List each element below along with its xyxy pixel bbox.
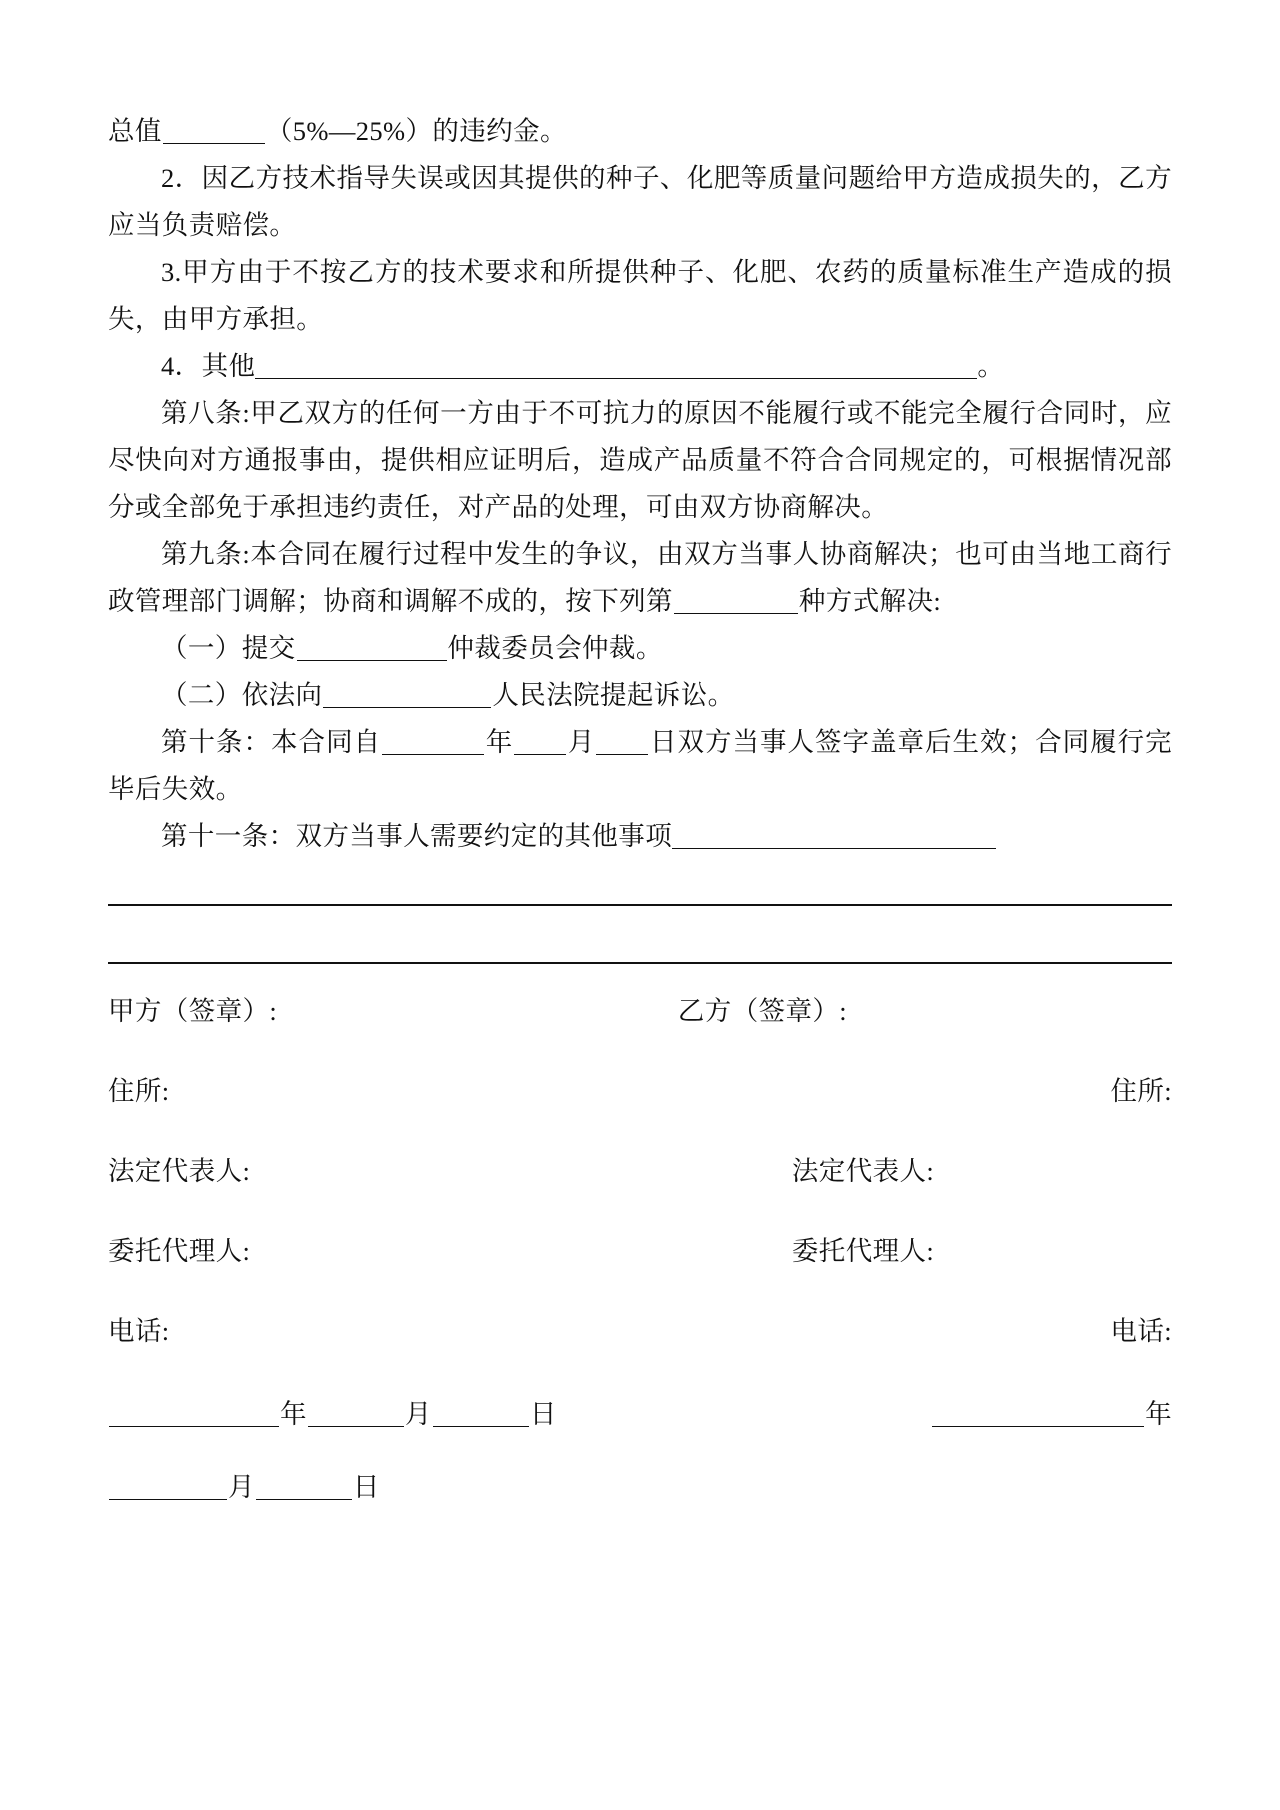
article-8-text: 甲乙双方的任何一方由于不可抗力的原因不能履行或不能完全履行合同时，应尽快向对方通报事由，提供相应证明后，造成产品质量不符合合同规定的，可根据情况部分或全部免于承担违约责任，对产品的处理，可由双方协商解决。 [108, 398, 1172, 522]
party-b-phone-label: 电话: [1110, 1316, 1172, 1346]
party-b-month-blank[interactable] [109, 1479, 227, 1500]
clause-item-2 [108, 155, 1172, 249]
spacer [108, 906, 1172, 962]
article-8-label: 第八条: [161, 398, 251, 428]
clause-penalty-lead: 总值 [108, 116, 162, 146]
party-b-date-line2 [108, 1464, 1172, 1511]
party-a-phone-label: 电话: [108, 1316, 170, 1346]
clause-penalty-range: （5%—25%） [265, 116, 433, 146]
party-a-month-unit: 月 [404, 1399, 432, 1429]
article-11-text: 双方当事人需要约定的其他事项 [295, 821, 673, 851]
court-name-blank[interactable] [323, 687, 491, 708]
signature-row-agent [108, 1234, 1172, 1268]
clause-item-4 [108, 343, 1172, 390]
party-b-agent-label: 委托代理人: [791, 1236, 935, 1266]
party-b-month-unit: 月 [228, 1472, 255, 1502]
article-10-year-unit: 年 [485, 727, 514, 757]
party-b-day-unit: 日 [352, 1472, 380, 1502]
dispute-option-1-marker: （一） [161, 633, 242, 663]
party-a-day-blank[interactable] [433, 1406, 529, 1427]
clause-penalty-line [108, 108, 1172, 155]
other-matters-blank-1[interactable] [672, 828, 996, 849]
signature-row-parties [108, 994, 1172, 1028]
article-10-text-a: 本合同自 [271, 727, 382, 757]
party-b-date-line1 [693, 1394, 1172, 1434]
article-10-day-unit: 日 [649, 727, 678, 757]
signature-row-phone [108, 1314, 1172, 1348]
clause-item-3-number: 3. [161, 257, 182, 287]
effective-year-blank[interactable] [382, 734, 484, 755]
article-9 [108, 531, 1172, 625]
effective-month-blank[interactable] [514, 734, 566, 755]
party-b-signature-label: 乙方（签章）: [677, 996, 848, 1026]
effective-day-blank[interactable] [596, 734, 648, 755]
clause-item-3-text: 甲方由于不按乙方的技术要求和所提供种子、化肥、农药的质量标准生产造成的损失，由甲方承担。 [108, 257, 1172, 334]
clause-item-4-period: 。 [977, 351, 1005, 381]
article-9-label: 第九条: [161, 539, 251, 569]
dispute-option-1-post: 仲裁委员会仲裁。 [447, 633, 663, 663]
party-b-day-blank[interactable] [256, 1479, 352, 1500]
clause-item-2-number: 2． [161, 163, 202, 193]
article-10 [108, 719, 1172, 813]
party-b-address-label: 住所: [1110, 1076, 1172, 1106]
party-a-signature-label: 甲方（签章）: [108, 996, 278, 1026]
party-a-year-unit: 年 [280, 1399, 307, 1429]
article-8 [108, 390, 1172, 531]
other-matters-blank-3[interactable] [108, 962, 1172, 964]
dispute-option-2 [108, 672, 1172, 719]
article-9-text-b: 种方式解决: [798, 586, 942, 616]
clause-penalty-trailing: 的违约金。 [432, 116, 567, 146]
article-9-text-a: 本合同在履行过程中发生的争议，由双方当事人协商解决；也可由当地工商行政管理部门调解；协商和调解不成的，按下列第 [108, 539, 1172, 616]
signature-row-legal-rep [108, 1154, 1172, 1188]
dispute-method-number-blank[interactable] [674, 593, 798, 614]
party-a-date [108, 1394, 693, 1434]
dispute-option-1 [108, 625, 1172, 672]
party-a-address-label: 住所: [108, 1076, 170, 1106]
penalty-percent-blank[interactable] [163, 123, 265, 144]
party-a-day-unit: 日 [529, 1399, 557, 1429]
dispute-option-2-post: 人民法院提起诉讼。 [492, 680, 735, 710]
article-10-text-b: 双方当事人签字盖章后生效；合同履行完毕后失效。 [108, 727, 1173, 804]
dispute-option-2-pre: 依法向 [241, 680, 323, 710]
party-a-legal-rep-label: 法定代表人: [108, 1156, 251, 1186]
party-a-month-blank[interactable] [308, 1406, 404, 1427]
party-b-year-unit: 年 [1145, 1399, 1172, 1429]
dispute-option-1-pre: 提交 [241, 633, 296, 663]
party-a-agent-label: 委托代理人: [108, 1236, 251, 1266]
document-body [108, 108, 1172, 1511]
signature-row-address [108, 1074, 1172, 1108]
party-b-year-blank[interactable] [932, 1406, 1144, 1427]
signature-date-row [108, 1394, 1172, 1434]
clause-item-3 [108, 249, 1172, 343]
party-a-year-blank[interactable] [109, 1406, 279, 1427]
clause-item-2-text: 因乙方技术指导失误或因其提供的种子、化肥等质量问题给甲方造成损失的，乙方应当负责赔偿。 [108, 163, 1172, 240]
article-11-label: 第十一条： [161, 821, 296, 851]
clause-item-4-number: 4． [161, 351, 202, 381]
arbitration-committee-blank[interactable] [297, 640, 447, 661]
signature-block [108, 994, 1172, 1511]
clause-item-4-blank[interactable] [255, 358, 977, 379]
spacer [108, 860, 1172, 904]
article-10-label: 第十条： [161, 727, 272, 757]
clause-item-4-text: 其他 [201, 351, 256, 381]
article-10-month-unit: 月 [567, 727, 596, 757]
article-11 [108, 813, 1172, 860]
dispute-option-2-marker: （二） [161, 680, 242, 710]
party-b-legal-rep-label: 法定代表人: [791, 1156, 935, 1186]
